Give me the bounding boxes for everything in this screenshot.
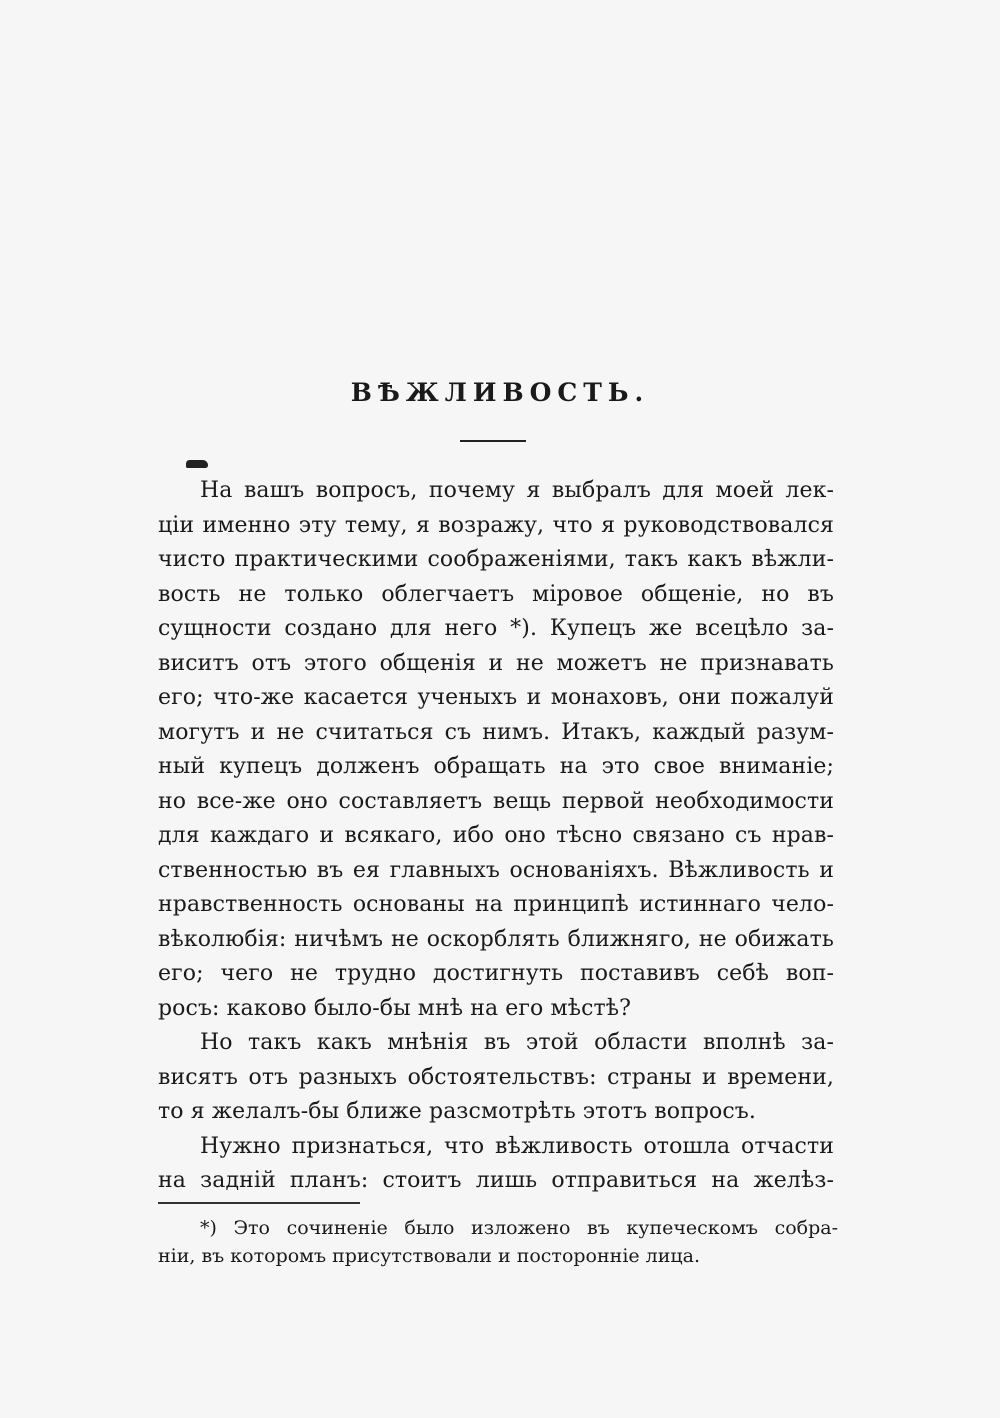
footnote	[158, 1214, 838, 1270]
ink-blot	[186, 460, 208, 468]
text-line: ственностью въ ея главныхъ основаніяхъ. Вѣжливость и	[158, 857, 834, 883]
text-line: Нужно признаться, что вѣжливость отошла отчасти	[200, 1133, 834, 1159]
text-line: на задній планъ: стоитъ лишь отправиться на желѣз-	[158, 1168, 834, 1193]
text-line: ціи именно эту тему, я возражу, что я руководствовался	[158, 512, 834, 538]
page-title: ВѢЖЛИВОСТЬ.	[350, 378, 650, 407]
text-line: его; чего не трудно достигнуть поставивъ себѣ воп-	[158, 961, 834, 986]
text-line: чисто практическими соображеніями, такъ какъ вѣжли-	[158, 547, 834, 572]
text-line: его; что-же касается ученыхъ и монаховъ, они пожалуй	[158, 685, 834, 710]
text-line: виситъ отъ этого общенія и не можетъ не признавать	[158, 650, 834, 676]
text-line: но все-же оно составляетъ вещь первой необходимости	[158, 788, 834, 814]
footnote-line: ніи, въ которомъ присутствовали и посторонніе лица.	[158, 1245, 700, 1267]
text-line: На вашъ вопросъ, почему я выбралъ для моей лек-	[200, 478, 834, 503]
main-text	[158, 474, 834, 1199]
text-line: вѣколюбія: ничѣмъ не оскорблять ближняго, не обижать	[158, 926, 834, 952]
footnote-line: *) Это сочиненіе было изложено въ купеческомъ собра-	[200, 1217, 838, 1239]
text-line: ный купецъ долженъ обращать на это свое вниманіе;	[158, 754, 834, 779]
title-divider	[460, 440, 526, 442]
text-line: вость не только облегчаетъ міровое общеніе, но въ	[158, 581, 834, 607]
text-line: для каждаго и всякаго, ибо оно тѣсно связано съ нрав-	[158, 823, 834, 848]
text-line: могутъ и не считаться съ нимъ. Итакъ, каждый разум-	[158, 719, 834, 745]
text-line: нравственность основаны на принципѣ истиннаго чело-	[158, 892, 834, 917]
text-line: висятъ отъ разныхъ обстоятельствъ: страны и времени,	[158, 1064, 834, 1090]
text-line: росъ: каково было-бы мнѣ на его мѣстѣ?	[158, 995, 632, 1021]
footnote-divider	[158, 1202, 360, 1204]
text-line: то я желалъ-бы ближе разсмотрѣть этотъ вопросъ.	[158, 1099, 756, 1124]
text-line: сущности создано для него *). Купецъ же всецѣло за-	[158, 616, 834, 641]
text-line: Но такъ какъ мнѣнія въ этой области вполнѣ за-	[200, 1030, 834, 1055]
